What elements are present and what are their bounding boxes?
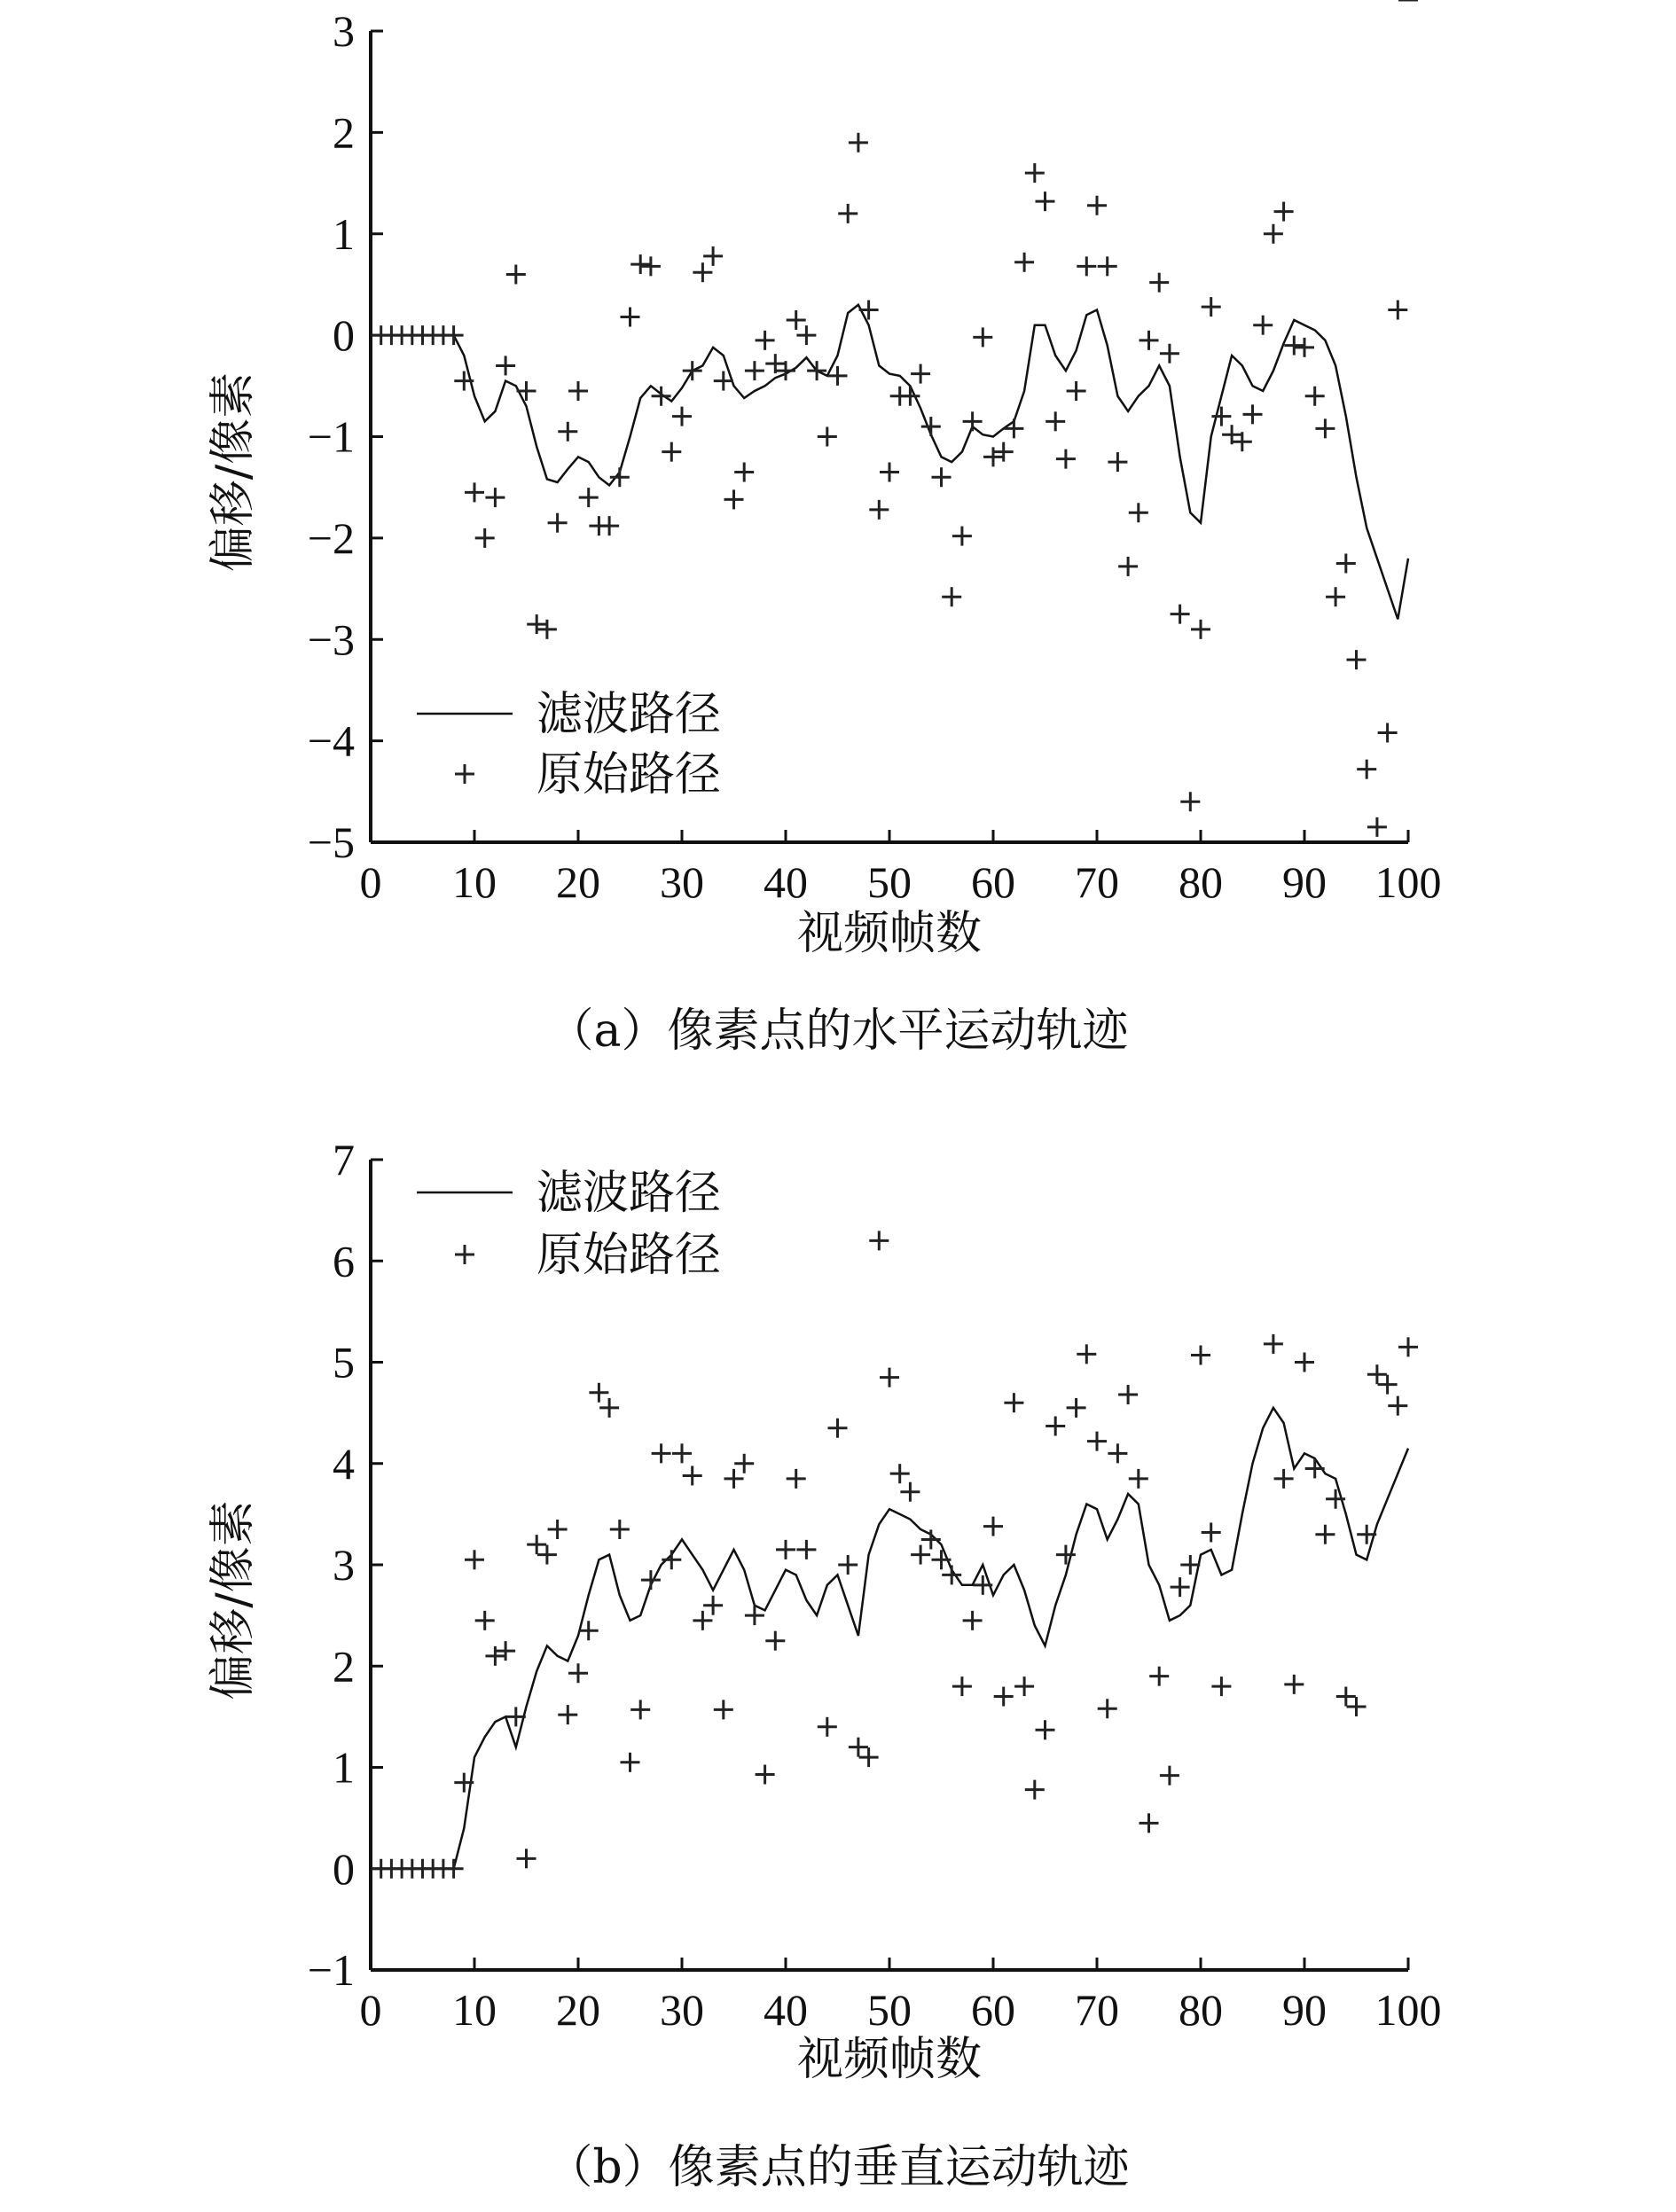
raw-path-point — [610, 1520, 630, 1539]
filtered-path-line — [371, 1408, 1408, 1869]
raw-path-point — [506, 265, 526, 285]
raw-path-point — [1274, 202, 1294, 222]
raw-path-point — [1036, 1720, 1055, 1739]
x-tick-label: 50 — [867, 857, 912, 907]
raw-path-point — [911, 1545, 930, 1565]
raw-path-point — [756, 331, 775, 350]
x-tick-label: 30 — [660, 857, 704, 907]
raw-path-point — [475, 1611, 495, 1630]
raw-path-point — [1347, 1697, 1367, 1716]
raw-path-point — [703, 1596, 723, 1615]
x-tick-label: 90 — [1282, 1985, 1327, 2035]
chart-panel-a — [207, 0, 1442, 1058]
raw-path-point — [485, 1646, 505, 1666]
raw-path-point — [1336, 553, 1356, 573]
chart-panel-b — [207, 1135, 1442, 2194]
raw-path-point — [1336, 1687, 1356, 1707]
raw-path-point — [1347, 650, 1367, 669]
x-axis-title: 视频帧数 — [796, 907, 983, 960]
raw-path-point — [1118, 1385, 1138, 1404]
raw-path-point — [662, 442, 681, 462]
raw-path-point — [1243, 404, 1263, 424]
y-tick-label: 3 — [333, 1540, 355, 1590]
legend-plus-swatch — [455, 1245, 474, 1264]
raw-path-point — [818, 427, 837, 447]
raw-path-point — [1004, 418, 1023, 438]
raw-path-point — [1077, 1344, 1096, 1364]
raw-path-point — [641, 256, 661, 276]
raw-path-point — [610, 467, 630, 487]
raw-path-point — [527, 1535, 546, 1554]
raw-path-point — [787, 1469, 806, 1489]
raw-path-point — [952, 527, 972, 546]
y-tick-label: 7 — [333, 1135, 355, 1184]
raw-path-point — [630, 254, 650, 274]
raw-path-point — [527, 614, 546, 634]
raw-path-point — [724, 489, 744, 509]
raw-path-point — [496, 1641, 515, 1661]
y-axis-title: 偏移/像素 — [207, 371, 260, 573]
raw-path-point — [921, 1529, 941, 1549]
raw-path-point — [1046, 411, 1065, 431]
raw-path-point — [859, 301, 879, 320]
raw-path-point — [849, 1738, 868, 1757]
raw-path-point — [621, 1753, 640, 1772]
raw-path-point — [1326, 587, 1345, 606]
y-tick-label: 1 — [333, 1742, 355, 1793]
raw-path-point — [1305, 387, 1325, 406]
raw-path-point — [465, 1550, 484, 1569]
raw-path-point — [568, 1663, 588, 1683]
x-tick-label: 0 — [359, 1985, 382, 2035]
raw-path-point — [1077, 256, 1096, 276]
legend-plus-swatch — [455, 764, 474, 784]
raw-path-point — [1191, 620, 1210, 639]
raw-path-point — [1315, 1525, 1335, 1544]
x-axis-title: 视频帧数 — [796, 2033, 983, 2086]
raw-path-point — [1004, 1393, 1023, 1412]
raw-path-point — [1284, 336, 1304, 356]
raw-path-point — [1367, 817, 1387, 837]
raw-path-point — [900, 1482, 920, 1502]
raw-path-point — [942, 587, 961, 606]
raw-path-point — [1098, 1699, 1117, 1718]
raw-path-point — [1160, 344, 1179, 363]
raw-path-point — [1036, 191, 1055, 211]
raw-path-point — [548, 1520, 568, 1539]
raw-path-point — [1191, 1346, 1210, 1365]
x-tick-label: 70 — [1075, 857, 1119, 907]
raw-path-point — [1171, 1577, 1190, 1597]
legend-label-raw: 原始路径 — [536, 748, 722, 801]
raw-path-point — [662, 1550, 681, 1569]
y-tick-label: 2 — [333, 107, 355, 158]
x-tick-label: 0 — [359, 857, 382, 907]
raw-path-point — [1046, 1416, 1065, 1435]
raw-path-point — [1202, 1522, 1221, 1542]
legend-label-filtered: 滤波路径 — [536, 688, 722, 741]
raw-path-point — [444, 1859, 464, 1879]
raw-path-point — [911, 364, 930, 384]
y-tick-label: −4 — [307, 715, 355, 766]
raw-path-point — [444, 325, 464, 345]
raw-path-point — [880, 1368, 899, 1387]
raw-path-point — [734, 1454, 754, 1473]
raw-path-point — [1367, 1364, 1387, 1384]
raw-path-point — [734, 463, 754, 482]
x-tick-label: 80 — [1179, 1985, 1223, 2035]
raw-path-point — [1149, 273, 1169, 293]
x-tick-label: 70 — [1075, 1985, 1119, 2035]
legend-label-filtered: 滤波路径 — [536, 1167, 722, 1220]
y-tick-label: 5 — [333, 1337, 355, 1387]
raw-path-point — [485, 488, 505, 507]
x-tick-label: 20 — [556, 1985, 600, 2035]
y-tick-label: 2 — [333, 1641, 355, 1692]
raw-path-point — [1253, 316, 1273, 335]
raw-path-point — [963, 1611, 983, 1630]
raw-path-point — [465, 482, 484, 502]
raw-path-point — [932, 467, 952, 487]
raw-path-point — [1129, 503, 1148, 522]
raw-path-point — [1180, 792, 1200, 811]
raw-path-point — [1118, 557, 1138, 576]
raw-path-point — [537, 1545, 557, 1565]
raw-path-point — [869, 500, 889, 520]
raw-path-point — [537, 620, 557, 639]
y-tick-label: 3 — [333, 6, 355, 56]
raw-path-point — [818, 1717, 837, 1737]
raw-path-point — [776, 1540, 795, 1559]
raw-path-point — [1108, 452, 1127, 472]
raw-path-point — [1087, 196, 1107, 215]
raw-path-point — [579, 488, 599, 507]
y-tick-label: −1 — [307, 411, 355, 462]
y-tick-label: 0 — [333, 310, 355, 361]
raw-path-point — [1315, 418, 1335, 438]
raw-path-point — [599, 516, 619, 535]
raw-path-point — [1357, 760, 1376, 779]
y-tick-label: −2 — [307, 512, 355, 563]
raw-path-point — [672, 407, 692, 426]
raw-path-point — [787, 310, 806, 330]
raw-path-point — [1388, 1396, 1407, 1416]
raw-path-point — [1056, 449, 1076, 469]
raw-path-point — [1264, 1334, 1283, 1354]
raw-path-point — [1284, 1675, 1304, 1694]
raw-path-point — [589, 1383, 608, 1403]
raw-path-point — [838, 204, 858, 223]
raw-path-point — [828, 1419, 848, 1438]
raw-path-point — [1140, 331, 1159, 350]
raw-path-point — [693, 1611, 712, 1630]
raw-path-point — [683, 361, 702, 380]
raw-path-point — [765, 1631, 785, 1651]
raw-path-point — [724, 1469, 744, 1489]
raw-path-point — [838, 1555, 858, 1575]
y-tick-label: 4 — [333, 1438, 355, 1489]
raw-path-point — [621, 308, 640, 327]
raw-path-point — [1398, 1337, 1418, 1356]
raw-path-point — [475, 528, 495, 548]
legend — [417, 1167, 721, 1282]
raw-path-point — [796, 325, 816, 345]
x-tick-label: 10 — [452, 857, 497, 907]
raw-path-point — [558, 1705, 577, 1724]
raw-path-point — [1295, 1353, 1314, 1372]
raw-path-point — [1357, 1525, 1376, 1544]
y-tick-label: 6 — [333, 1236, 355, 1286]
raw-path-point — [672, 1443, 692, 1463]
raw-path-point — [454, 371, 474, 391]
raw-path-point — [1014, 253, 1034, 272]
raw-path-point — [869, 1231, 889, 1250]
raw-path-point — [568, 381, 588, 401]
raw-path-point — [703, 246, 723, 266]
x-tick-label: 40 — [764, 857, 808, 907]
filtered-path-line — [371, 305, 1408, 620]
raw-path-point — [859, 1747, 879, 1767]
raw-path-point — [807, 361, 826, 380]
raw-path-point — [849, 133, 868, 152]
x-tick-label: 60 — [971, 857, 1015, 907]
raw-path-point — [1025, 163, 1045, 183]
raw-path-point — [1108, 1443, 1127, 1463]
x-tick-label: 100 — [1374, 857, 1442, 907]
raw-path-point — [1098, 256, 1117, 276]
raw-path-point — [745, 361, 764, 380]
raw-path-point — [1378, 1375, 1398, 1395]
y-tick-label: 1 — [333, 208, 355, 259]
raw-path-point — [548, 513, 568, 533]
x-tick-label: 50 — [867, 1985, 912, 2035]
raw-path-point — [1274, 1469, 1294, 1489]
raw-path-point — [693, 262, 712, 282]
raw-path-point — [558, 422, 577, 442]
raw-path-point — [652, 1443, 671, 1463]
raw-path-point — [1264, 224, 1283, 244]
raw-path-point — [1171, 605, 1190, 624]
raw-path-point — [963, 411, 983, 431]
x-tick-label: 40 — [764, 1985, 808, 2035]
raw-path-point — [890, 1464, 910, 1483]
x-tick-label: 80 — [1179, 857, 1223, 907]
legend-label-raw: 原始路径 — [536, 1229, 722, 1282]
raw-path-point — [1202, 297, 1221, 317]
x-tick-label: 10 — [452, 1985, 497, 2035]
raw-path-point — [1305, 1458, 1325, 1478]
x-tick-label: 60 — [971, 1985, 1015, 2035]
raw-path-point — [756, 1764, 775, 1784]
raw-path-point — [1067, 381, 1086, 401]
panel-caption: （a）像素点的水平运动轨迹 — [547, 1004, 1129, 1058]
x-tick-label: 20 — [556, 857, 600, 907]
raw-path-point — [880, 463, 899, 482]
panel-caption: （b）像素点的垂直运动轨迹 — [546, 2141, 1130, 2194]
raw-path-point — [1014, 1677, 1034, 1696]
raw-path-point — [1129, 1469, 1148, 1489]
raw-path-point — [1388, 301, 1407, 320]
y-tick-label: 0 — [333, 1843, 355, 1894]
raw-path-point — [517, 1849, 536, 1868]
raw-path-point — [1378, 723, 1398, 742]
raw-path-point — [714, 1700, 733, 1719]
raw-path-point — [517, 381, 536, 401]
raw-path-point — [952, 1677, 972, 1696]
raw-path-point — [1140, 1813, 1159, 1833]
raw-path-point — [1025, 1780, 1045, 1800]
raw-path-point — [983, 1517, 1003, 1536]
raw-path-point — [496, 356, 515, 375]
raw-path-point — [796, 1540, 816, 1559]
x-tick-label: 30 — [660, 1985, 704, 2035]
raw-path-point — [1160, 1766, 1179, 1786]
y-tick-label: −3 — [307, 614, 355, 665]
legend — [417, 688, 721, 801]
raw-path-point — [973, 327, 992, 347]
raw-path-point — [683, 1466, 702, 1485]
raw-path-point — [983, 447, 1003, 466]
raw-path-point — [1295, 338, 1314, 357]
raw-path-point — [994, 1687, 1014, 1707]
y-tick-label: −5 — [307, 817, 355, 867]
raw-path-point — [630, 1700, 650, 1719]
raw-path-point — [1087, 1432, 1107, 1451]
y-tick-label: −1 — [307, 1945, 355, 1995]
x-tick-label: 90 — [1282, 857, 1327, 907]
x-tick-label: 100 — [1374, 1985, 1442, 2035]
raw-path-point — [932, 1550, 952, 1569]
raw-path-point — [1149, 1667, 1169, 1686]
y-axis-title: 偏移/像素 — [207, 1500, 260, 1700]
raw-path-point — [1067, 1398, 1086, 1418]
raw-path-point — [599, 1398, 619, 1418]
raw-path-point — [994, 442, 1014, 462]
raw-path-point — [1211, 1677, 1231, 1696]
